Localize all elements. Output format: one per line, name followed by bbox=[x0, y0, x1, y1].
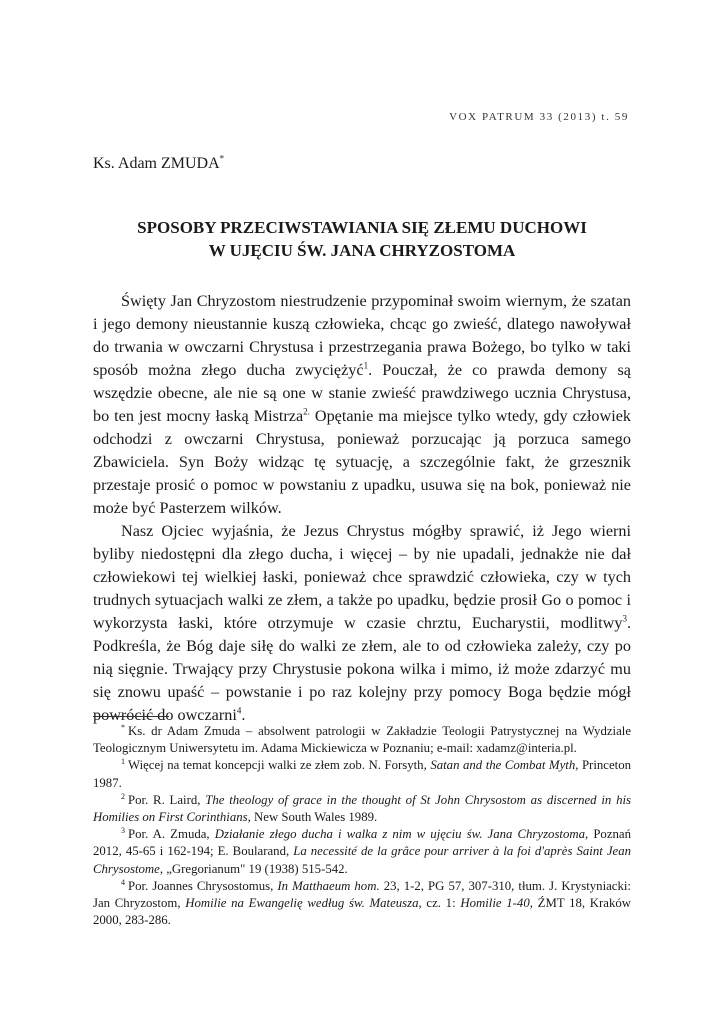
footnote-ref-3[interactable]: 3 bbox=[622, 613, 627, 624]
author-footnote-marker[interactable]: * bbox=[219, 153, 225, 164]
footnote-ref-4[interactable]: 4 bbox=[236, 705, 242, 716]
author-line bbox=[93, 155, 224, 173]
footnote-ref-2[interactable]: 2. bbox=[303, 406, 310, 417]
footnotes bbox=[93, 723, 631, 929]
footnote-mark: 2 bbox=[121, 791, 125, 801]
title-line-2: W UJĘCIU ŚW. JANA CHRYZOSTOMA bbox=[208, 241, 516, 260]
running-head: VOX PATRUM 33 (2013) t. 59 bbox=[449, 111, 629, 123]
footnote-3: $^3$ Por. A. Zmuda, Działanie złego ducha i walka z nim w ujęciu św. Jana Chryzostoma, Poznań 2012, 45-65 i 162-194; E. Boularand, La necessité de la grâce pour arriver à la foi d'après Saint Jean Chrysostome, „Gregorianum" 19 (1938) 515-542. bbox=[93, 825, 631, 876]
footnote-4: $^4$ Por. Joannes Chrysostomus, In Matthaeum hom. 23, 1-2, PG 57, 307-310, tłum. J. Krystyniacki: Jan Chryzostom, Homilie na Ewangelię według św. Mateusza, cz. 1: Homilie 1-40, ŹMT 18, Kraków 2000, 283-286. bbox=[93, 877, 632, 928]
footnote-2: $^2$ Por. R. Laird, The theology of grace in the thought of St John Chrysostom as discerned in his Homilies on First Corinthians, New South Wales 1989. bbox=[93, 791, 632, 825]
body-paragraph-2: Nasz Ojciec wyjaśnia, że Jezus Chrystus mógłby sprawić, iż Jego wierni byliby niedostępni dla złego ducha, i więcej – by nie upadali, jednakże nie dał człowiekowi tej wielkiej łaski, ponieważ chce sprawdzić człowieka, czy w tych trudnych sytuacjach walki ze złem, a także po upadku, będzie prosił Go o pomoc i wykorzysta łaski, które otrzymuje w czasie chrztu, Eucharystii, modlitwy$^3$. Podkreśla, że Bóg daje siłę do walki ze złem, ale to od człowieka zależy, czy po nią sięgnie. Trwający przy Chrystusie pokona wilka i mimo, iż może zdarzyć mu się znowu upaść – powstanie i po raz kolejny przy pomocy Boga będzie mógł powrócić do owczarni$^4$. bbox=[93, 522, 631, 724]
footnote-ref-1[interactable]: 1 bbox=[363, 360, 369, 371]
footnote-1: $^1$ Więcej na temat koncepcji walki ze złem zob. N. Forsyth, Satan and the Combat Myth, Princeton 1987. bbox=[93, 757, 631, 790]
title-line-1: SPOSOBY PRZECIWSTAWIANIA SIĘ ZŁEMU DUCHOWI bbox=[137, 218, 587, 237]
footnote-mark: 3 bbox=[121, 825, 125, 835]
article-title bbox=[93, 216, 631, 262]
body-paragraph-1: Święty Jan Chryzostom niestrudzenie przypominał swoim wiernym, że szatan i jego demony nieustannie kuszą człowieka, chcąc go zwieść, dlatego nawoływał do trwania w owczarni Chrystusa i przestrzegania prawa Bożego, bo tylko w taki sposób można złego ducha zwyciężyć$^1$. Pouczał, że co prawda demony są wszędzie obecne, ale nie są one w stanie zwieść prawdziwego ucznia Chrystusa, bo ten jest mocny łaską Mistrza$^{2.}$ Opętanie ma miejsce tylko wtedy, gdy człowiek odchodzi z owczarni Chrystusa, ponieważ porzucając ją porzuca samego Zbawiciela. Syn Boży widząc tę sytuację, a szczególnie fakt, że grzesznik przestaje prosić o pomoc w powstaniu z upadku, usuwa się na bok, ponieważ nie może być Pasterzem wilków. bbox=[93, 292, 631, 517]
footnote-mark: * bbox=[121, 722, 125, 732]
footnote-mark: 4 bbox=[121, 877, 125, 887]
author-name: Ks. Adam ZMUDA bbox=[93, 155, 220, 172]
footnote-author: * Ks. dr Adam Zmuda – absolwent patrologii w Zakładzie Teologii Patrystycznej na Wydziale Teologicznym Uniwersytetu im. Adama Mickiewicza w Poznaniu; e-mail: xadamz@interia.pl. bbox=[93, 722, 631, 756]
footnote-mark: 1 bbox=[121, 757, 125, 767]
footnote-separator bbox=[93, 716, 169, 717]
article-body bbox=[93, 290, 631, 727]
